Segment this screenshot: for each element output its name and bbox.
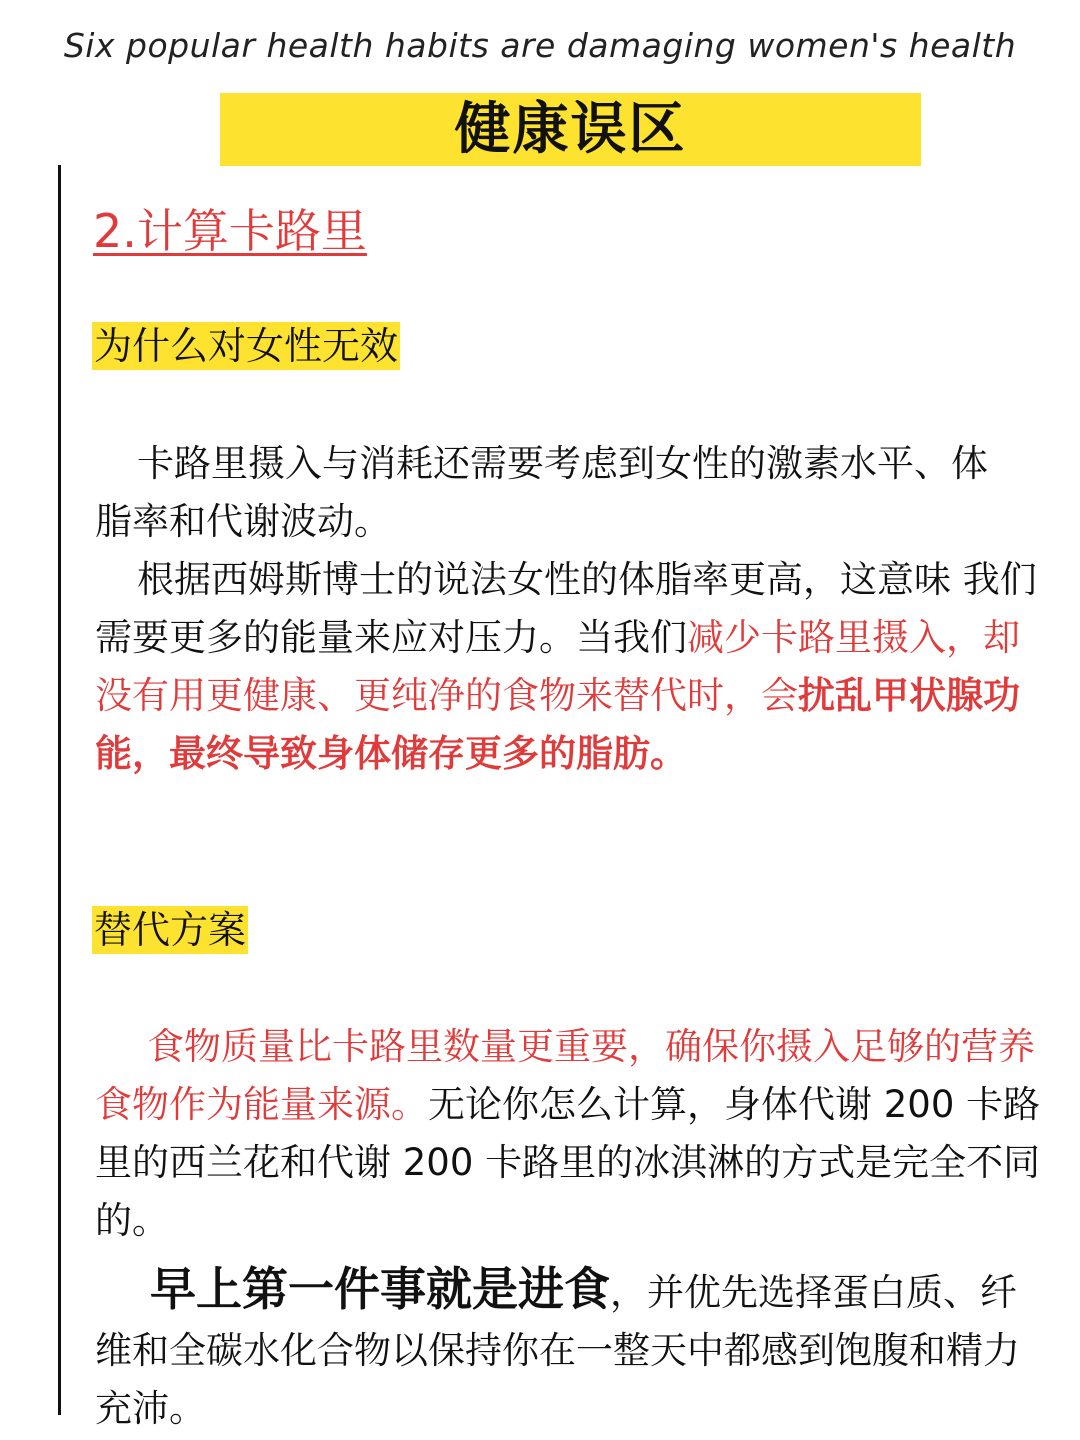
paragraph-2-bold-red-text: 扰乱甲状腺功能，最终导致身体储存更多的脂肪。 <box>95 674 1020 775</box>
title-banner: 健康误区 <box>220 93 921 166</box>
paragraph-2-text: 根据西姆斯博士的说法女性的体脂率更高，这意味 我们需要更多的能量来应对压力。当我们 <box>95 558 1037 659</box>
paragraph-4 <box>95 1260 1045 1438</box>
paragraph-2 <box>95 551 1040 783</box>
paragraph-3-text: 无论你怎么计算，身体代谢 200 卡路里的西兰花和代谢 200 卡路里的冰淇淋的方式是完全不同的。 <box>95 1083 1041 1242</box>
english-subtitle: Six popular health habits are damaging women's health <box>63 26 1017 65</box>
paragraph-3-red-text: 食物质量比卡路里数量更重要，确保你摄入足够的营养食物作为能量来源。 <box>95 1025 1035 1126</box>
paragraph-2-red-text: 减少卡路里摄入，却没有用更健康、更纯净的食物来替代时，会 <box>95 616 1020 717</box>
alternative-heading: 替代方案 <box>94 908 247 952</box>
paragraph-1-text: 卡路里摄入与消耗还需要考虑到女性的激素水平、体脂率和代谢波动。 <box>95 442 988 543</box>
paragraph-4-bold-text: 早上第一件事就是进食 <box>150 1262 610 1316</box>
why-heading: 为什么对女性无效 <box>94 324 399 368</box>
paragraph-3 <box>95 1018 1045 1250</box>
section-title: 2.计算卡路里 <box>93 204 367 258</box>
paragraph-4-text: ，并优先选择蛋白质、纤维和全碳水化合物以保持你在一整天中都感到饱腹和精力充沛。 <box>95 1271 1020 1430</box>
left-divider-line <box>58 165 61 1415</box>
paragraph-1 <box>95 435 995 551</box>
